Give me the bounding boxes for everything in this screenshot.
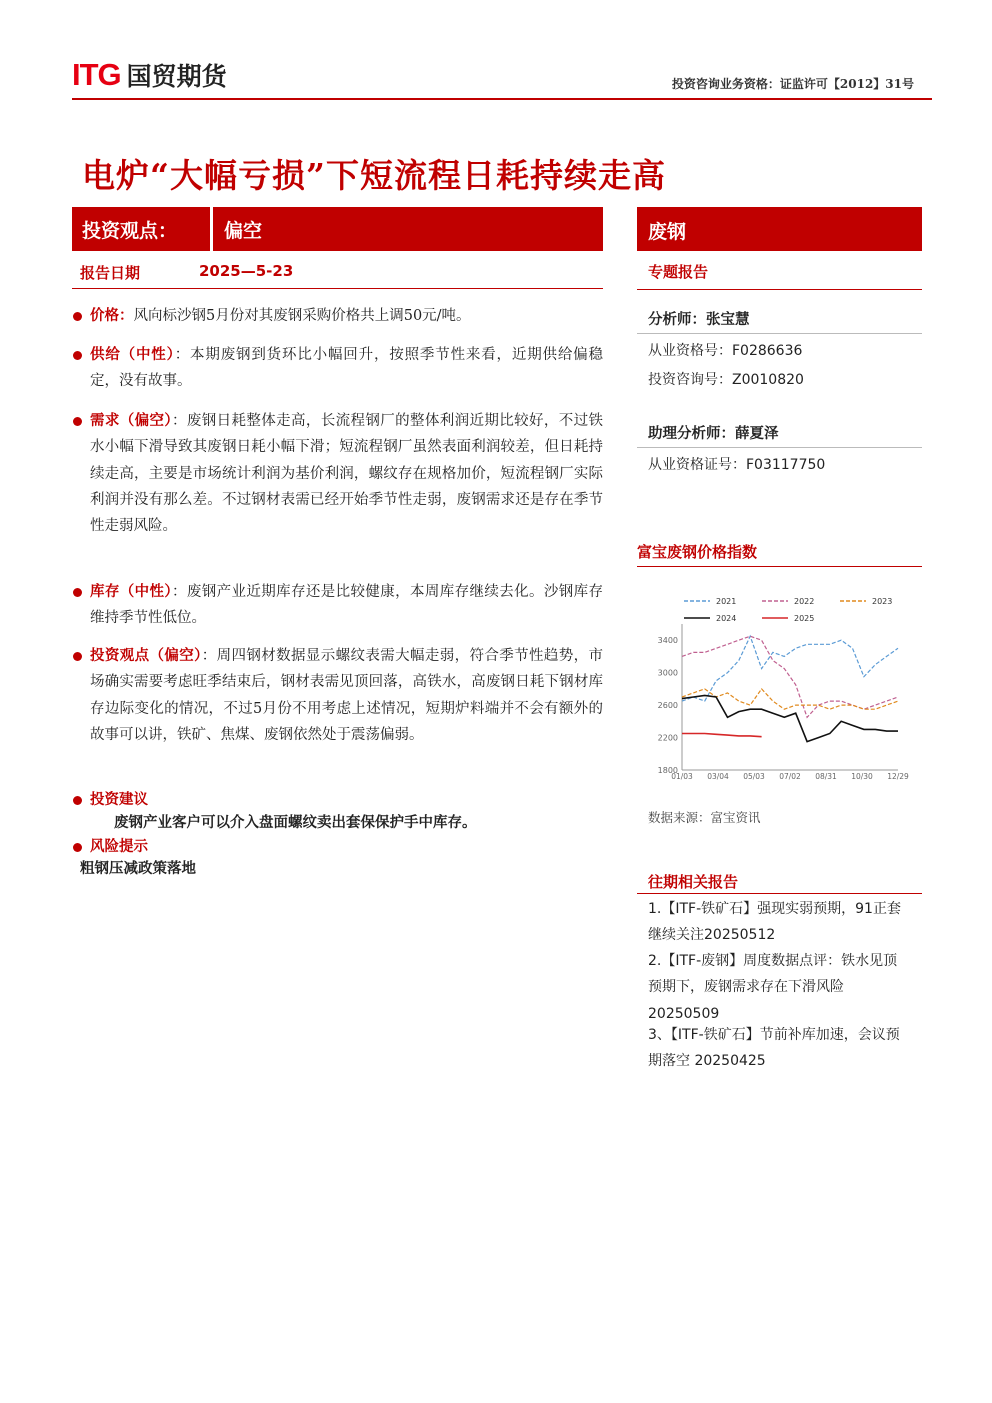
point-supply: [72, 342, 603, 395]
view-value: 偏空: [224, 219, 263, 242]
legend-label: 2025: [794, 614, 815, 623]
report-date-value: 2025—5-23: [199, 262, 294, 280]
x-tick-label: 07/02: [779, 772, 801, 781]
related-report-item[interactable]: 2.【ITF-废钢】周度数据点评：铁水见顶预期下，废钢需求存在下滑风险20250509: [648, 953, 898, 1022]
y-tick-label: 2200: [657, 733, 678, 743]
point-demand: [72, 408, 603, 539]
analyst-consult: 投资咨询号：Z0010820: [648, 372, 804, 388]
x-tick-label: 08/31: [815, 772, 837, 781]
report-type: 专题报告: [648, 263, 709, 281]
x-tick-label: 01/03: [671, 772, 693, 781]
bullet-dot: [73, 588, 82, 597]
point-text: ：废钢产业近期库存还是比较健康，本周库存继续去化。沙钢库存维持季节性低位。: [90, 584, 603, 627]
divider: [637, 289, 922, 290]
advice-section: [72, 787, 603, 813]
point-head: 价格：: [90, 307, 134, 324]
bullet-dot: [73, 312, 82, 321]
x-tick-label: 10/30: [851, 772, 873, 781]
series-line-2023: [682, 689, 898, 709]
related-reports-title: 往期相关报告: [648, 873, 739, 891]
risk-text: 粗钢压减政策落地: [80, 860, 196, 877]
point-head: 库存（中性）: [90, 583, 172, 600]
point-price: [72, 303, 603, 329]
x-tick-label: 03/04: [707, 772, 729, 781]
divider: [637, 566, 922, 567]
header-divider: [72, 98, 932, 100]
divider: [637, 447, 922, 448]
legend-label: 2022: [794, 597, 815, 606]
point-text: ：废钢日耗整体走高，长流程钢厂的整体利润近期比较好，不过铁水小幅下滑导致其废钢日耗小幅下滑；短流程钢厂虽然表面利润较差，但日耗持续走高，主要是市场统计利润为基价利润，螺纹存在规格加价，短流程钢厂实际利润并没有那么差。不过钢材表需已经开始季节性走弱，废钢需求还是存在季节性走弱风险。: [90, 413, 603, 535]
point-outlook: [72, 643, 603, 748]
logo-en: ITG: [72, 57, 121, 92]
y-tick-label: 3000: [657, 668, 678, 678]
report-title: 电炉“大幅亏损”下短流程日耗持续走高: [82, 156, 666, 195]
chart-title: 富宝废钢价格指数: [637, 543, 758, 561]
investment-view-banner: [72, 207, 603, 251]
logo-cn: 国贸期货: [126, 62, 227, 91]
view-label: 投资观点：: [82, 219, 178, 242]
bullet-dot: [73, 351, 82, 360]
y-tick-label: 1800: [657, 766, 678, 775]
point-text: 风向标沙钢5月份对其废钢采购价格共上调50元/吨。: [133, 308, 471, 324]
scrap-price-chart: [646, 588, 916, 788]
legend-label: 2024: [716, 614, 737, 623]
license-text: 投资咨询业务资格：证监许可【2012】31号: [671, 77, 914, 91]
bullet-dot: [73, 652, 82, 661]
assistant-cert: 从业资格证号：F03117750: [648, 457, 826, 473]
y-tick-label: 2600: [657, 701, 678, 711]
advice-head: 投资建议: [90, 791, 148, 808]
point-head: 需求（偏空）: [90, 412, 172, 429]
report-date-row: [72, 260, 603, 289]
point-text: ：周四钢材数据显示螺纹表需大幅走弱，符合季节性趋势，市场确实需要考虑旺季结束后，钢材表需见顶回落，高铁水，高废钢日耗下钢材库存边际变化的情况，不过5月份不用考虑上述情况，短期炉料端并不会有额外的故事可以讲，铁矿、焦煤、废钢依然处于震荡偏弱。: [90, 648, 603, 743]
assistant-analyst-name: 助理分析师：薛夏泽: [648, 425, 779, 442]
risk-head: 风险提示: [90, 838, 148, 855]
data-source: 数据来源：富宝资讯: [648, 810, 761, 825]
x-tick-label: 05/03: [743, 772, 765, 781]
related-report-item[interactable]: 3、【ITF-铁矿石】节前补库加速，会议预期落空 20250425: [648, 1027, 900, 1070]
analyst-cert: 从业资格号：F0286636: [648, 343, 803, 359]
bullet-dot: [73, 417, 82, 426]
analyst-name: 分析师：张宝慧: [648, 311, 750, 328]
divider: [637, 333, 922, 334]
related-report-item[interactable]: 1.【ITF-铁矿石】强现实弱预期，91正套继续关注20250512: [648, 901, 901, 944]
advice-text: 废钢产业客户可以介入盘面螺纹卖出套保保护手中库存。: [114, 814, 477, 831]
point-text: ：本期废钢到货环比小幅回升，按照季节性来看，近期供给偏稳定，没有故事。: [90, 347, 604, 390]
point-head: 投资观点（偏空）: [90, 647, 202, 664]
y-tick-label: 3400: [657, 636, 678, 646]
x-tick-label: 12/29: [887, 772, 909, 781]
series-line-2021: [682, 636, 898, 701]
category-label: 废钢: [648, 221, 687, 243]
series-line-2022: [682, 636, 898, 717]
divider: [637, 893, 922, 894]
company-logo: [72, 58, 227, 92]
category-banner: [637, 207, 922, 251]
bullet-dot: [73, 843, 82, 852]
point-head: 供给（中性）: [90, 346, 175, 363]
report-date-label: 报告日期: [80, 264, 141, 282]
legend-label: 2021: [716, 597, 737, 606]
point-inventory: [72, 579, 603, 632]
legend-label: 2023: [872, 597, 893, 606]
bullet-dot: [73, 796, 82, 805]
view-separator: [210, 207, 213, 251]
series-line-2025: [682, 734, 762, 737]
